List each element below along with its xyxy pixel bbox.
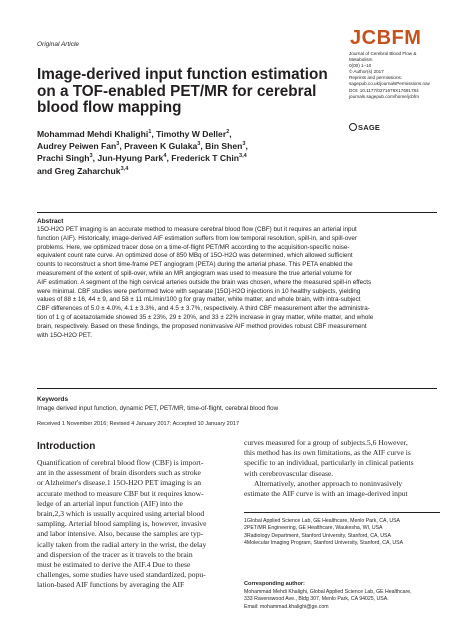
affiliation-line: 4Molecular Imaging Program, Stanford University, Stanford, CA, USA [244,539,404,546]
body-line: with cerebrovascular disease. [244,468,334,478]
author-list [37,128,317,177]
abstract-line: 15O-H2O PET imaging is an accurate method to measure cerebral blood flow (CBF) but it requires an arterial input [37,226,357,233]
introduction-heading: Introduction [37,441,96,452]
author-line: Audrey Peiwen Fan$^3$, Praveen K Gulaka$^3$, Bin Shen$^3$, [37,141,248,152]
journal-info-line: © Author(s) 2017 [349,69,384,75]
body-line: curves measured for a group of subjects.5,6 However, [244,438,408,447]
author-line: and Greg Zaharchuk$^{3,4}$ [37,165,129,176]
author-line: Mohammad Mehdi Khalighi$^1$, Timothy W Deller$^2$, [37,129,232,139]
body-line: must be estimated to derive the AIF.4 Due to these [37,560,191,570]
author-name: Bin Shen [205,141,243,152]
article-title [37,66,328,117]
author-affiliation-mark: 3,4 [239,153,247,160]
body-line: ledge of an arterial input function (AIF) into the [37,498,183,508]
introduction-right-column [244,438,440,499]
author-name: Frederick T Chin [171,153,240,164]
journal-info [349,51,449,100]
abstract-heading: Abstract [37,218,64,225]
body-line: ant in the assessment of brain disorders such as stroke [37,468,201,478]
abstract-body [37,226,437,340]
author-affiliation-mark: 3 [197,141,201,148]
corresponding-line: Mohammad Mehdi Khalighi, Global Applied Science Lab, GE Healthcare, [244,589,412,595]
keywords-heading: Keywords [37,396,69,403]
corresponding-author [244,589,412,611]
body-line: Quantification of cerebral blood flow (CBF) is import- [37,458,204,467]
abstract-line: equivalent count rate curve. An optimized dose of 850 MBq of 15O-H2O was determined, which allowed sufficient [37,252,353,260]
abstract-line: problems. Here, we optimized tracer dose on a time-of-flight PET/MR according to the acquisition-specific noise- [37,243,350,251]
journal-info-line: 0(00) 1–10 [349,63,372,69]
received-dates: Received 1 November 2016; Revised 4 January 2017; Accepted 10 January 2017 [37,421,240,427]
publisher-logo [349,123,380,132]
author-name: Timothy W Deller [156,129,227,139]
body-line: lation-based AIF functions by averaging the AIF [37,580,185,590]
body-line: challenges, some studies have used standardized, popu- [37,570,206,580]
body-line: and labor intensive. Also, because the samples are typ- [37,529,204,539]
body-line: specific to an individual, particularly in clinical patients [244,458,414,468]
author-affiliation-mark: 3 [116,141,120,148]
abstract-line: with 15O-H2O PET. [37,331,92,339]
title-line: on a TOF-enabled PET/MR for cerebral [37,82,317,100]
body-line: accurate method to measure CBF but it requires know- [37,488,204,498]
author-affiliation-mark: 3 [89,153,93,160]
journal-logo: JCBFM [350,27,422,49]
abstract-line: counts to reconstruct a short time-frame PET angiogram (PETA) during the arterial phase. This PETA enabled the [37,261,353,269]
author-affiliation-mark: 3 [242,141,246,148]
sage-logo-icon [349,123,357,131]
corresponding-email: Email: mohammad.khalighi@ge.com [244,603,329,610]
abstract-line: function (AIF). Historically, image-derived AIF estimation suffers from low temporal resolution, spill-in, and spill-over [37,234,357,242]
corresponding-author-heading: Corresponding author: [244,581,305,587]
author-name: Greg Zaharchuk [54,165,121,176]
introduction-left-column [37,458,232,591]
body-line: ically taken from the radial artery in the wrist, the delay [37,539,207,549]
abstract-line: tion of 1 g of acetazolamide showed 35 ± 23%, 29 ± 20%, and 33 ± 22% increase in gray matter, white matter, and whole [37,313,374,321]
affiliations-rule [244,512,440,513]
abstract-line: CBF differences of 5.0 ± 4.0%, 4.1 ± 3.3%, and 4.5 ± 3.7%, respectively. A third CBF measurement after the administra- [37,305,370,313]
keywords-text: Image derived input function, dynamic PET, PET/MR, time-of-flight, cerebral blood flow [37,405,279,412]
abstract-bottom-rule [37,388,437,389]
body-line: and dispersion of the tracer as it travels to the brain [37,549,193,559]
body-line: or Alzheimer's disease.1 15O-H2O PET imaging is an [37,478,202,488]
title-line: Image-derived input function estimation [37,66,328,83]
article-type: Original Article [37,41,80,48]
abstract-line: were minimal. CBF studies were performed twice with separate [15O]-H2O injections in 10 healthy subjects, yielding [37,287,361,295]
affiliations [244,518,440,547]
author-affiliation-mark: 4 [163,153,167,160]
abstract-line: values of 88 ± 16, 44 ± 9, and 58 ± 11 mL/min/100 g for gray matter, white matter, and whole brain, with intra-subject [37,296,361,304]
body-line: estimate the AIF curve is with an image-derived input [244,489,408,499]
publisher-name: SAGE [358,123,381,132]
abstract-line: AIF estimation. A segment of the high cervical arteries outside the brain was chosen, where the measured spill-in effects [37,278,372,286]
author-name: Jun-Hyung Park [97,153,164,164]
journal-info-line: journals.sagepub.com/home/jcbfm [349,93,419,99]
body-line: Alternatively, another approach to noninvasively [254,478,403,488]
body-line: brain,2,3 which is usually acquired using arterial blood [37,509,205,519]
affiliation-line: 1Global Applied Science Lab, GE Healthcare, Menlo Park, CA, USA [244,518,400,524]
affiliation-line: 3Radiology Department, Stanford University, Stanford, CA, USA [244,532,391,539]
author-name: Mohammad Mehdi Khalighi [37,129,149,139]
journal-info-line: Reprints and permissions: [349,75,403,81]
author-affiliation-mark: 1 [148,129,152,136]
body-line: this method has its own limitations, as the AIF curve is [244,448,411,458]
journal-info-line: DOI: 10.1177/0271678X17691784 [349,87,419,93]
abstract-line: measurement of the extent of spill-over, while an MR angiogram was used to measure the true arterial volume for [37,269,352,277]
abstract-top-rule [37,212,437,213]
corresponding-line: 333 Ravenswood Ave., Bldg 307, Menlo Park, CA 94025, USA. [244,596,389,603]
author-name: Praveen K Gulaka [124,141,198,152]
journal-info-line: Journal of Cerebral Blood Flow & [349,51,417,56]
title-line: blood flow mapping [37,99,182,117]
abstract-line: brain, respectively. Based on these findings, the proposed noninvasive AIF method provides robust CBF measurement [37,322,367,330]
body-line: sampling. Arterial blood sampling is, however, invasive [37,519,207,529]
author-name: Prachi Singh [37,153,90,164]
author-affiliation-mark: 3,4 [120,165,129,172]
author-name: Audrey Peiwen Fan [37,141,117,152]
affiliation-line: 2PET/MR Engineering, GE Healthcare, Waukesha, WI, USA [244,525,383,532]
author-line: Prachi Singh$^3$, Jun-Hyung Park$^4$, Frederick T Chin$^{3,4}$ [37,153,247,164]
journal-info-line: Metabolism [349,57,373,63]
journal-info-line: sagepub.co.uk/journalsPermissions.nav [349,81,430,87]
author-affiliation-mark: 2 [226,129,230,136]
